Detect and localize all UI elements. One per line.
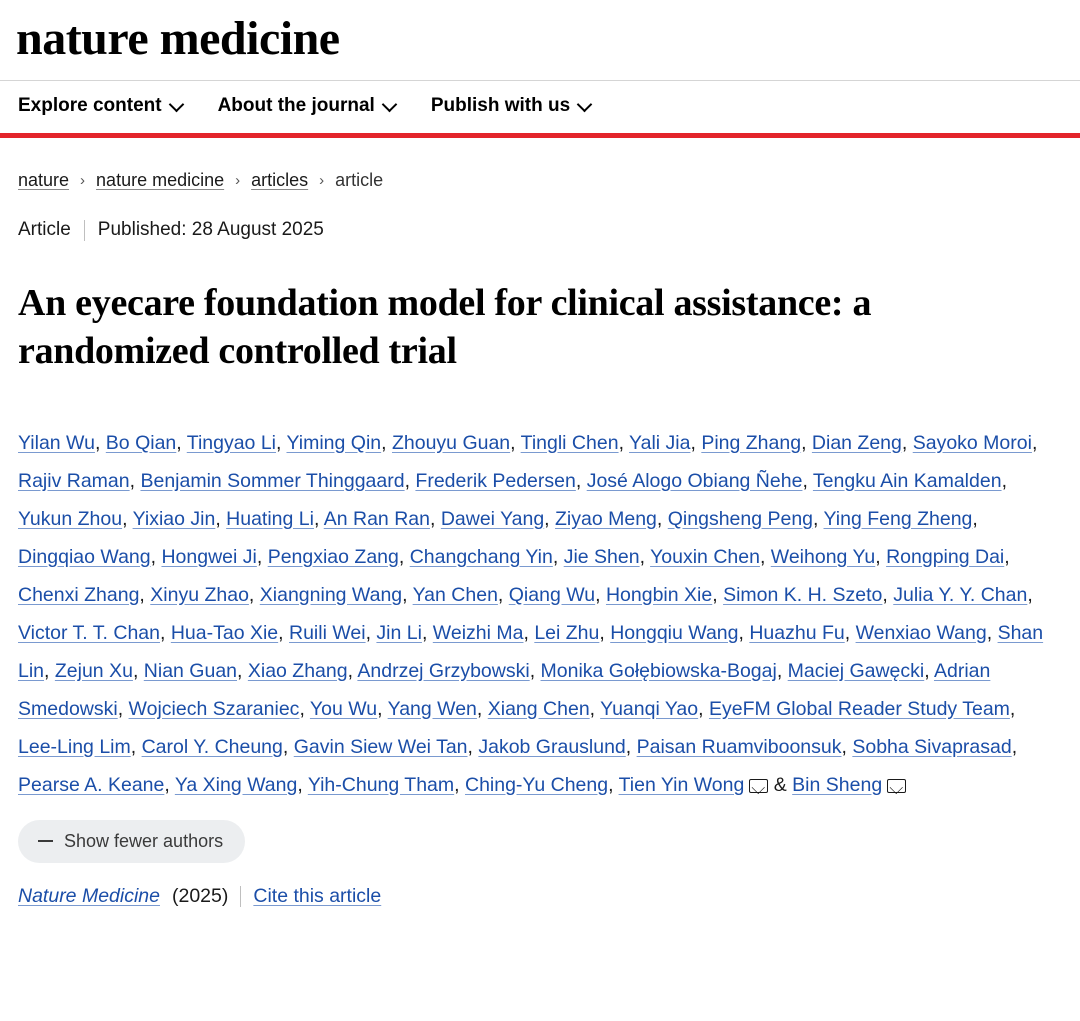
author-link[interactable]: Youxin Chen (650, 545, 760, 568)
author-separator: , (712, 583, 724, 606)
author-link[interactable]: Tengku Ain Kamalden (812, 469, 1002, 492)
author-separator: , (94, 431, 106, 454)
author-link[interactable]: Xinyu Zhao (150, 583, 249, 606)
author-separator: , (297, 773, 308, 796)
author-link[interactable]: Jin Li (376, 621, 422, 644)
author-link[interactable]: Gavin Siew Wei Tan (293, 735, 468, 758)
author-separator: , (215, 507, 227, 530)
minus-icon (38, 840, 53, 842)
author-separator: , (523, 621, 535, 644)
author-link[interactable]: Lee-Ling Lim (18, 735, 131, 758)
breadcrumb (0, 138, 1080, 191)
author-link[interactable]: Ching-Yu Cheng (464, 773, 609, 796)
author-link[interactable]: Xiangning Wang (259, 583, 403, 606)
author-separator: , (595, 583, 606, 606)
author-separator: , (1011, 735, 1018, 758)
nav-item-about-the-journal[interactable] (218, 95, 397, 117)
author-ampersand: & (768, 773, 793, 796)
author-link[interactable]: Paisan Ruamviboonsuk (636, 735, 842, 758)
author-link[interactable]: Tien Yin Wong (618, 773, 745, 796)
author-link[interactable]: Yixiao Jin (132, 507, 216, 530)
author-separator: , (1004, 545, 1010, 568)
author-separator: , (802, 469, 813, 492)
article-meta (0, 191, 1080, 241)
author-separator: , (256, 545, 268, 568)
author-link[interactable]: Carol Y. Cheung (141, 735, 283, 758)
breadcrumb-separator-icon: › (80, 172, 86, 190)
author-separator: , (365, 621, 377, 644)
author-link[interactable]: Monika Gołębiowska-Bogaj (540, 659, 777, 682)
author-link[interactable]: Zhouyu Guan (391, 431, 511, 454)
author-link[interactable]: Maciej Gawęcki (787, 659, 925, 682)
author-separator: , (150, 545, 162, 568)
author-link[interactable]: Yali Jia (629, 431, 691, 454)
author-separator: , (901, 431, 913, 454)
author-separator: , (476, 697, 488, 720)
author-link[interactable]: Chenxi Zhang (18, 583, 140, 606)
author-link[interactable]: José Alogo Obiang Ñehe (586, 469, 803, 492)
author-separator: , (776, 659, 788, 682)
author-separator: , (972, 507, 978, 530)
author-link[interactable]: You Wu (309, 697, 378, 720)
author-link[interactable]: Bin Sheng (792, 773, 883, 796)
author-link[interactable]: Shan Lin (18, 621, 1044, 682)
author-link[interactable]: Yang Wen (387, 697, 477, 720)
author-link[interactable]: Xiang Chen (487, 697, 590, 720)
author-link[interactable]: Rongping Dai (886, 545, 1005, 568)
author-link[interactable]: Sobha Sivaprasad (852, 735, 1012, 758)
author-separator: , (117, 697, 129, 720)
author-separator: , (176, 431, 187, 454)
author-separator: , (160, 621, 171, 644)
author-link[interactable]: Yilan Wu (18, 431, 95, 454)
journal-logo[interactable]: nature medicine (16, 12, 340, 65)
author-link[interactable]: Bo Qian (105, 431, 177, 454)
author-link[interactable]: Hua-Tao Xie (170, 621, 279, 644)
article-type-label: Article (18, 219, 71, 241)
author-separator: , (882, 583, 894, 606)
author-link[interactable]: Wojciech Szaraniec (128, 697, 300, 720)
author-link[interactable]: Huating Li (226, 507, 314, 530)
journal-link[interactable]: Nature Medicine (18, 884, 160, 907)
meta-divider (84, 220, 85, 241)
chevron-down-icon (171, 98, 184, 111)
author-link[interactable]: Hongwei Ji (161, 545, 257, 568)
author-link[interactable]: Yuanqi Yao (600, 697, 699, 720)
author-separator: , (248, 583, 260, 606)
cite-this-article-link[interactable]: Cite this article (253, 884, 382, 907)
author-link[interactable]: Nian Guan (143, 659, 238, 682)
author-separator: , (618, 431, 630, 454)
author-separator: , (276, 431, 287, 454)
author-link[interactable]: Tingli Chen (520, 431, 619, 454)
author-separator: , (497, 583, 509, 606)
email-icon[interactable] (749, 779, 768, 793)
author-link[interactable]: Ya Xing Wang (174, 773, 298, 796)
author-link[interactable]: Julia Y. Y. Chan (893, 583, 1028, 606)
author-link[interactable]: Qingsheng Peng (667, 507, 814, 530)
author-link[interactable]: Ying Feng Zheng (823, 507, 973, 530)
author-link[interactable]: Pearse A. Keane (18, 773, 165, 796)
author-separator: , (132, 659, 144, 682)
author-link[interactable]: Sayoko Moroi (912, 431, 1032, 454)
breadcrumb-separator-icon: › (235, 172, 241, 190)
author-separator: , (575, 469, 587, 492)
author-separator: , (656, 507, 668, 530)
author-separator: , (986, 621, 998, 644)
nav-item-publish-with-us[interactable] (431, 95, 592, 117)
author-separator: , (759, 545, 771, 568)
nav-item-label: About the journal (217, 95, 375, 117)
author-separator: , (237, 659, 248, 682)
author-separator: , (129, 469, 141, 492)
author-link[interactable]: Dawei Yang (440, 507, 545, 530)
author-link[interactable]: Frederik Pedersen (415, 469, 576, 492)
author-separator: , (924, 659, 934, 682)
author-link[interactable]: Yan Chen (412, 583, 498, 606)
chevron-down-icon (384, 98, 397, 111)
page-title: An eyecare foundation model for clinical assistance: a randomized controlled trial (18, 281, 872, 373)
author-separator: , (429, 507, 441, 530)
author-link[interactable]: Dian Zeng (811, 431, 902, 454)
author-link[interactable]: Jie Shen (563, 545, 640, 568)
article-published-date: Published: 28 August 2025 (97, 219, 324, 241)
author-link[interactable]: Adrian Smedowski (18, 659, 991, 720)
author-separator: , (347, 659, 358, 682)
author-link[interactable]: Rajiv Raman (18, 469, 130, 492)
author-separator: , (544, 507, 556, 530)
breadcrumb-item-articles[interactable]: articles (251, 170, 309, 191)
author-separator: , (1009, 697, 1016, 720)
author-link[interactable]: Hongqiu Wang (610, 621, 739, 644)
author-link[interactable]: Yiming Qin (286, 431, 382, 454)
author-separator: , (552, 545, 564, 568)
author-separator: , (467, 735, 479, 758)
author-separator: , (398, 545, 410, 568)
nav-item-label: Publish with us (430, 95, 571, 117)
author-separator: , (844, 621, 856, 644)
author-link[interactable]: Ziyao Meng (555, 507, 657, 530)
author-link[interactable]: Hongbin Xie (605, 583, 713, 606)
author-separator: , (738, 621, 750, 644)
author-link[interactable]: Jakob Grauslund (478, 735, 626, 758)
author-separator: , (813, 507, 824, 530)
author-separator: , (421, 621, 433, 644)
author-separator: , (599, 621, 611, 644)
author-separator: , (164, 773, 175, 796)
author-separator: , (454, 773, 465, 796)
author-separator: , (608, 773, 619, 796)
author-link[interactable]: Huazhu Fu (749, 621, 845, 644)
author-separator: , (402, 583, 413, 606)
author-link[interactable]: Zejun Xu (54, 659, 133, 682)
author-separator: , (122, 507, 133, 530)
author-link[interactable]: Dingqiao Wang (18, 545, 151, 568)
author-separator: , (529, 659, 541, 682)
journal-citation-line (0, 863, 1080, 932)
author-separator: , (639, 545, 651, 568)
author-separator: , (510, 431, 521, 454)
author-separator: , (1027, 583, 1033, 606)
chevron-down-icon (579, 98, 592, 111)
author-separator: , (44, 659, 55, 682)
author-separator: , (139, 583, 151, 606)
author-separator: , (1031, 431, 1038, 454)
author-link[interactable]: Tingyao Li (186, 431, 276, 454)
author-link[interactable]: Ruili Wei (289, 621, 366, 644)
breadcrumb-item-nature[interactable]: nature (18, 170, 70, 191)
show-fewer-authors-label: Show fewer authors (64, 830, 224, 851)
author-link[interactable]: Weizhi Ma (432, 621, 524, 644)
author-link[interactable]: Benjamin Sommer Thinggaard (140, 469, 405, 492)
author-link[interactable]: Weihong Yu (770, 545, 876, 568)
publication-year: (2025) (171, 884, 229, 907)
author-separator: , (278, 621, 289, 644)
author-separator: , (698, 697, 709, 720)
author-separator: , (841, 735, 853, 758)
author-separator: , (589, 697, 601, 720)
masthead (0, 0, 1080, 81)
nav-item-label: Explore content (18, 95, 162, 117)
author-link[interactable]: Pengxiao Zang (267, 545, 399, 568)
author-separator: , (377, 697, 388, 720)
author-separator: , (875, 545, 887, 568)
show-fewer-authors-wrap (0, 804, 1080, 863)
primary-nav (0, 81, 1080, 138)
author-separator: , (282, 735, 294, 758)
nav-item-explore-content[interactable] (18, 95, 184, 117)
author-link[interactable]: Victor T. T. Chan (18, 621, 160, 644)
author-link[interactable]: Yukun Zhou (18, 507, 123, 530)
author-list (0, 402, 1068, 804)
email-icon[interactable] (887, 779, 906, 793)
show-fewer-authors-button[interactable] (18, 820, 245, 863)
author-separator: , (313, 507, 324, 530)
author-separator: , (130, 735, 142, 758)
author-link[interactable]: Andrzej Grzybowski (357, 659, 530, 682)
author-link[interactable]: EyeFM Global Reader Study Team (708, 697, 1010, 720)
author-link[interactable]: Yih-Chung Tham (307, 773, 455, 796)
citation-divider (240, 886, 241, 907)
breadcrumb-current: article (335, 170, 384, 191)
author-separator: , (801, 431, 812, 454)
author-separator: , (404, 469, 416, 492)
author-separator: , (1001, 469, 1007, 492)
author-link[interactable]: Lei Zhu (534, 621, 600, 644)
author-link[interactable]: Qiang Wu (508, 583, 596, 606)
author-link[interactable]: Changchang Yin (409, 545, 553, 568)
author-separator: , (690, 431, 702, 454)
author-separator: , (381, 431, 392, 454)
author-link[interactable]: Wenxiao Wang (855, 621, 987, 644)
author-separator: , (299, 697, 310, 720)
author-link[interactable]: An Ran Ran (323, 507, 430, 530)
breadcrumb-item-nature-medicine[interactable]: nature medicine (96, 170, 225, 191)
author-link[interactable]: Simon K. H. Szeto (723, 583, 883, 606)
author-link[interactable]: Xiao Zhang (247, 659, 348, 682)
author-separator: , (625, 735, 637, 758)
breadcrumb-separator-icon: › (319, 172, 325, 190)
author-link[interactable]: Ping Zhang (701, 431, 802, 454)
